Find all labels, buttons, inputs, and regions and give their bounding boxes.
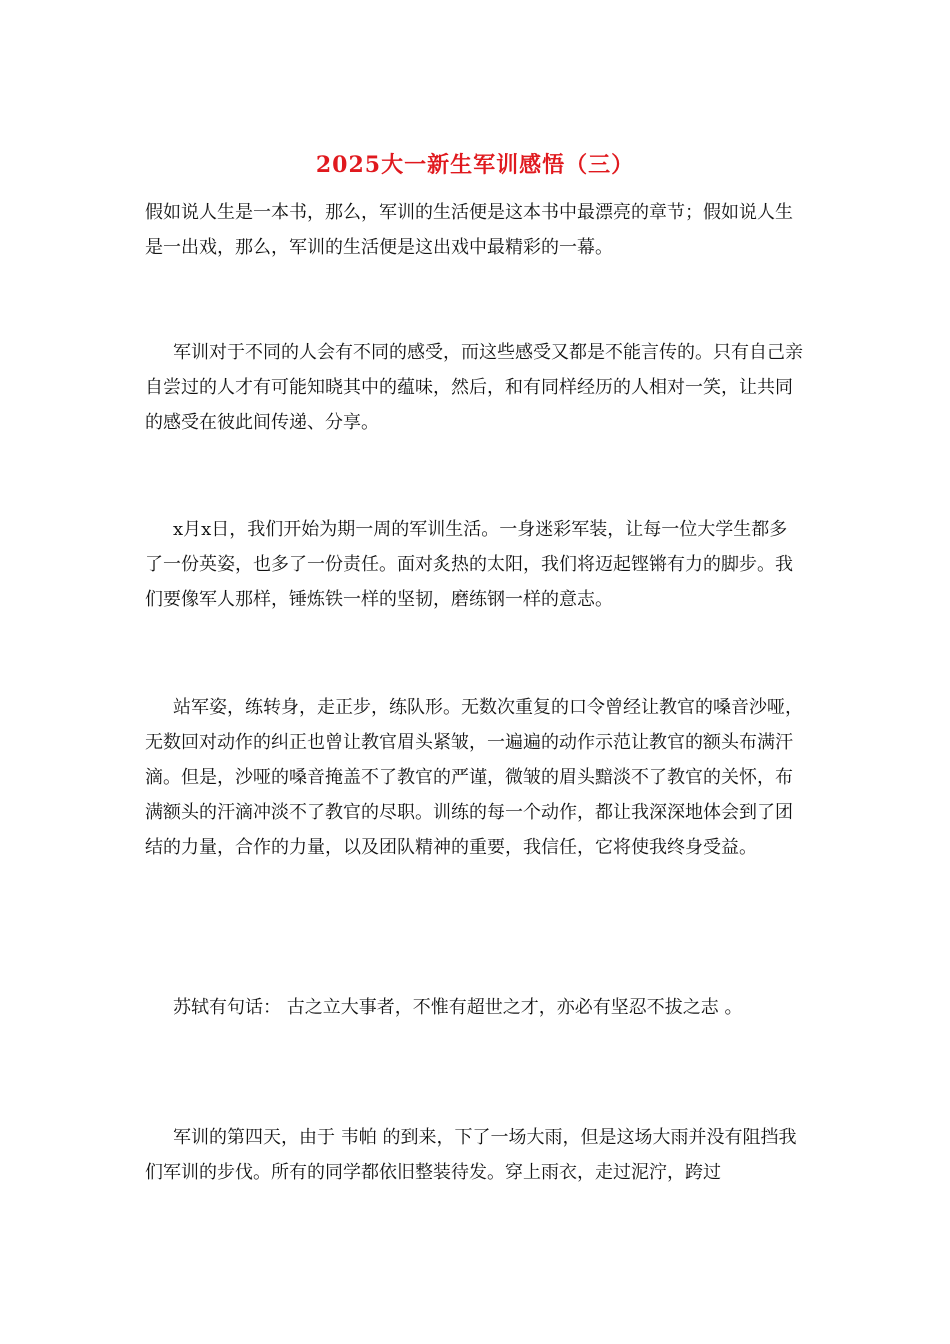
paragraph-start-training: x月x日，我们开始为期一周的军训生活。一身迷彩军装，让每一位大学生都多了一份英姿，也多了一份责任。面对炙热的太阳，我们将迈起铿锵有力的脚步。我们要像军人那样，锤炼铁一样的坚韧，磨练钢一样的意志。 <box>145 519 793 610</box>
paragraph-feelings: 军训对于不同的人会有不同的感受，而这些感受又都是不能言传的。只有自己亲自尝过的人才有可能知晓其中的蕴味，然后，和有同样经历的人相对一笑，让共同的感受在彼此间传递、分享。 <box>145 342 803 433</box>
paragraph-fourth-day: 军训的第四天，由于 韦帕 的到来，下了一场大雨，但是这场大雨并没有阻挡我们军训的步伐。所有的同学都依旧整装待发。穿上雨衣，走过泥泞，跨过 <box>145 1127 797 1183</box>
document-title: 2025大一新生军训感悟（三） <box>315 152 635 178</box>
paragraph-quote: 苏轼有句话： 古之立大事者，不惟有超世之才，亦必有坚忍不拔之志 。 <box>173 997 743 1018</box>
paragraph-drills: 站军姿，练转身，走正步，练队形。无数次重复的口令曾经让教官的嗓音沙哑，无数回对动作的纠正也曾让教官眉头紧皱，一遍遍的动作示范让教官的额头布满汗滴。但是，沙哑的嗓音掩盖不了教官的严谨，微皱的眉头黯淡不了教官的关怀，布满额头的汗滴冲淡不了教官的尽职。训练的每一个动作，都让我深深地体会到了团结的力量，合作的力量，以及团队精神的重要，我信任，它将使我终身受益。 <box>145 697 803 858</box>
paragraph-intro: 假如说人生是一本书，那么，军训的生活便是这本书中最漂亮的章节；假如说人生是一出戏，那么，军训的生活便是这出戏中最精彩的一幕。 <box>145 202 793 258</box>
